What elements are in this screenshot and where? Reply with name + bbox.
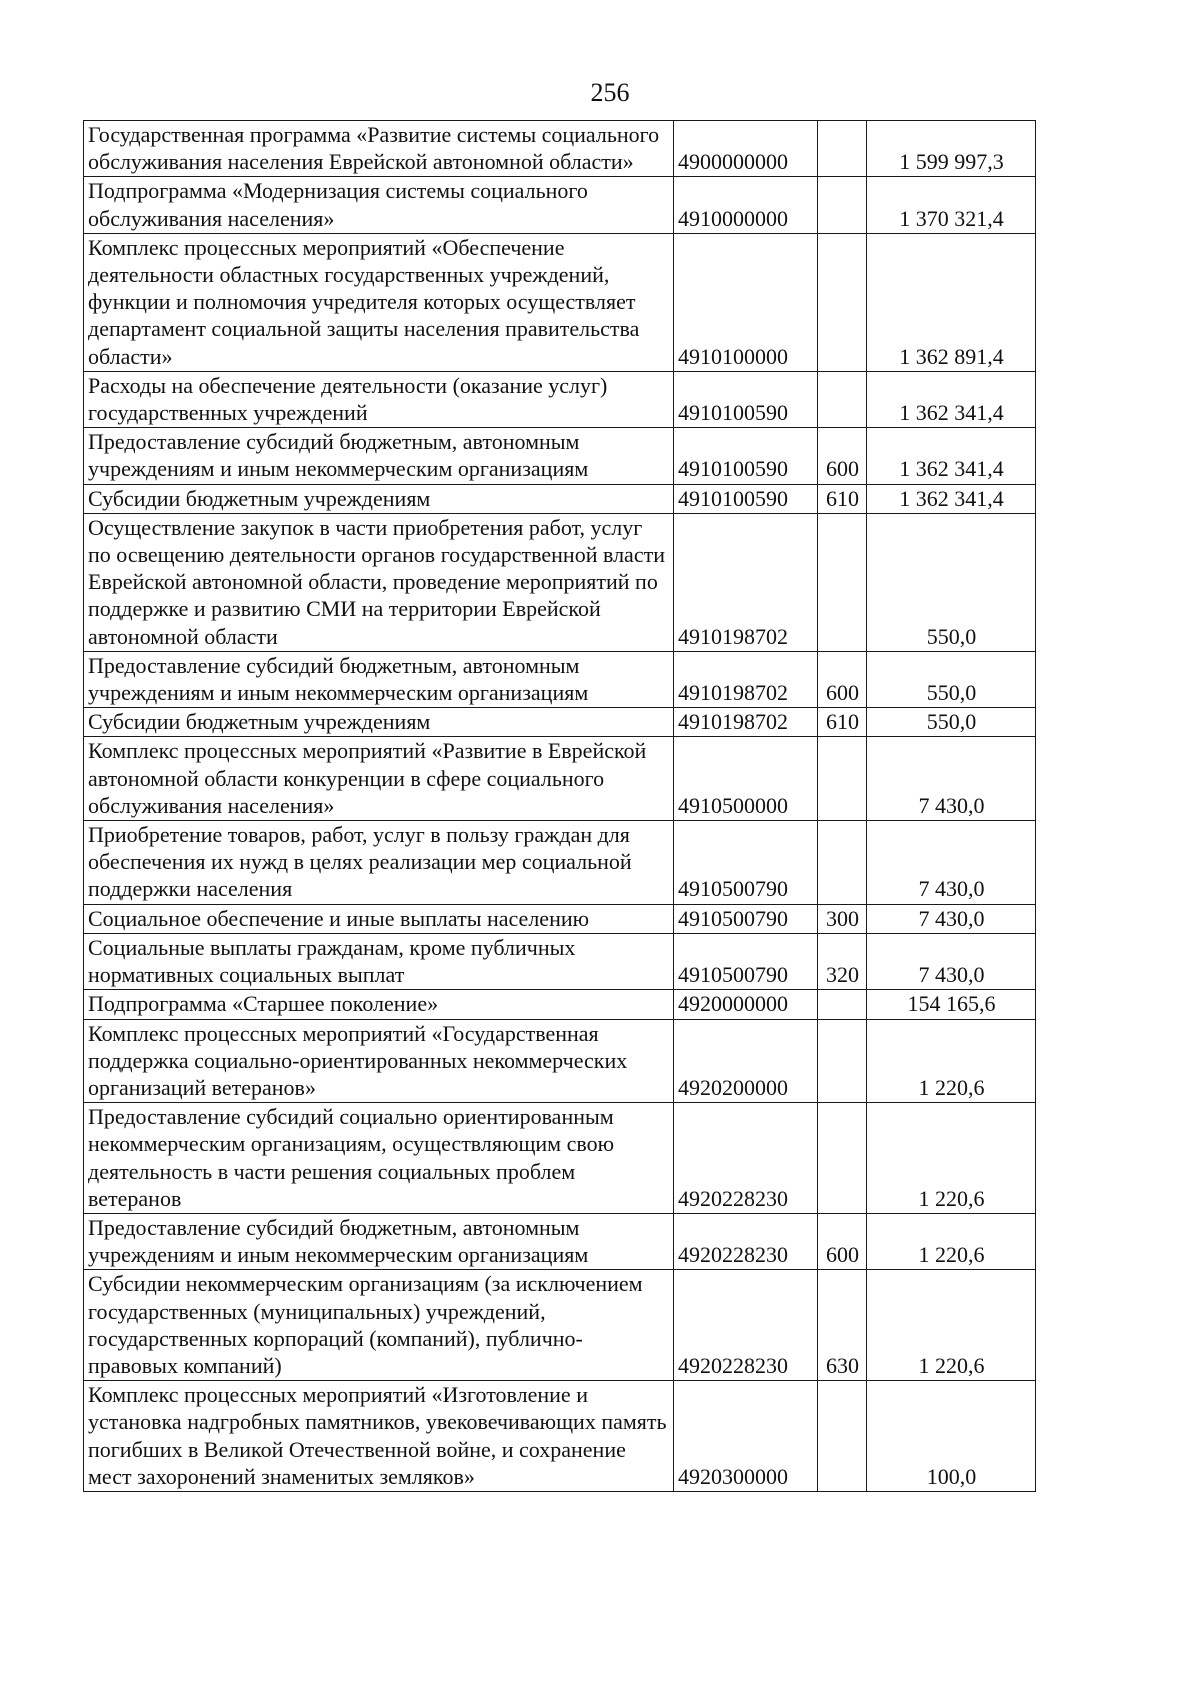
row-amount: 7 430,0 xyxy=(867,821,1036,905)
page-number: 256 xyxy=(590,78,630,107)
table-row xyxy=(84,1103,1036,1214)
row-expense-type-code xyxy=(818,1381,867,1492)
row-amount: 1 362 341,4 xyxy=(867,428,1036,484)
row-target-code: 4910100590 xyxy=(674,428,818,484)
table-row xyxy=(84,904,1036,933)
row-target-code: 4920228230 xyxy=(674,1270,818,1381)
table-row xyxy=(84,1381,1036,1492)
row-expense-type-code: 610 xyxy=(818,708,867,737)
table-row xyxy=(84,121,1036,177)
table-row xyxy=(84,737,1036,821)
row-name: Субсидии бюджетным учреждениям xyxy=(84,708,674,737)
row-expense-type-code: 600 xyxy=(818,428,867,484)
table-row xyxy=(84,821,1036,905)
row-expense-type-code: 630 xyxy=(818,1270,867,1381)
row-amount: 550,0 xyxy=(867,513,1036,651)
budget-table xyxy=(83,120,1036,1492)
row-amount: 1 362 341,4 xyxy=(867,371,1036,427)
row-amount: 1 370 321,4 xyxy=(867,177,1036,233)
row-target-code: 4920228230 xyxy=(674,1213,818,1269)
row-expense-type-code: 610 xyxy=(818,484,867,513)
row-name: Социальные выплаты гражданам, кроме публичных нормативных социальных выплат xyxy=(84,933,674,989)
row-name: Социальное обеспечение и иные выплаты населению xyxy=(84,904,674,933)
row-target-code: 4920200000 xyxy=(674,1019,818,1103)
row-name: Приобретение товаров, работ, услуг в пользу граждан для обеспечения их нужд в целях реализации мер социальной поддержки населения xyxy=(84,821,674,905)
row-amount: 550,0 xyxy=(867,708,1036,737)
table-row xyxy=(84,1270,1036,1381)
row-name: Государственная программа «Развитие системы социального обслуживания населения Еврейской автономной области» xyxy=(84,121,674,177)
row-amount: 1 220,6 xyxy=(867,1019,1036,1103)
row-amount: 7 430,0 xyxy=(867,737,1036,821)
row-target-code: 4900000000 xyxy=(674,121,818,177)
row-target-code: 4910500790 xyxy=(674,933,818,989)
table-row xyxy=(84,708,1036,737)
row-amount: 1 599 997,3 xyxy=(867,121,1036,177)
row-target-code: 4910100590 xyxy=(674,484,818,513)
row-target-code: 4910000000 xyxy=(674,177,818,233)
row-expense-type-code xyxy=(818,121,867,177)
table-row xyxy=(84,651,1036,707)
table-row xyxy=(84,1213,1036,1269)
row-amount: 1 220,6 xyxy=(867,1103,1036,1214)
row-expense-type-code xyxy=(818,233,867,371)
row-name: Предоставление субсидий бюджетным, автономным учреждениям и иным некоммерческим организациям xyxy=(84,1213,674,1269)
row-name: Предоставление субсидий социально ориентированным некоммерческим организациям, осуществляющим свою деятельность в части решения социальных проблем ветеранов xyxy=(84,1103,674,1214)
row-amount: 1 362 891,4 xyxy=(867,233,1036,371)
row-expense-type-code xyxy=(818,1019,867,1103)
row-target-code: 4910500790 xyxy=(674,904,818,933)
row-name: Субсидии некоммерческим организациям (за исключением государственных (муниципальных) учреждений, государственных корпораций (компаний), публично-правовых компаний) xyxy=(84,1270,674,1381)
row-name: Расходы на обеспечение деятельности (оказание услуг) государственных учреждений xyxy=(84,371,674,427)
row-expense-type-code xyxy=(818,821,867,905)
table-row xyxy=(84,484,1036,513)
row-amount: 550,0 xyxy=(867,651,1036,707)
row-name: Комплекс процессных мероприятий «Изготовление и установка надгробных памятников, увековечивающих память погибших в Великой Отечественной войне, и сохранение мест захоронений знаменитых земляков» xyxy=(84,1381,674,1492)
row-target-code: 4910198702 xyxy=(674,651,818,707)
table-row xyxy=(84,428,1036,484)
row-name: Подпрограмма «Старшее поколение» xyxy=(84,990,674,1019)
row-name: Комплекс процессных мероприятий «Обеспечение деятельности областных государственных учреждений, функции и полномочия учредителя которых осуществляет департамент социальной защиты населения правительства области» xyxy=(84,233,674,371)
table-row xyxy=(84,1019,1036,1103)
row-amount: 7 430,0 xyxy=(867,904,1036,933)
row-amount: 1 220,6 xyxy=(867,1213,1036,1269)
row-target-code: 4910500000 xyxy=(674,737,818,821)
row-expense-type-code: 600 xyxy=(818,1213,867,1269)
row-target-code: 4920300000 xyxy=(674,1381,818,1492)
row-expense-type-code xyxy=(818,513,867,651)
table-row xyxy=(84,371,1036,427)
budget-table-body xyxy=(84,121,1036,1492)
row-amount: 1 362 341,4 xyxy=(867,484,1036,513)
row-amount: 154 165,6 xyxy=(867,990,1036,1019)
row-target-code: 4910100590 xyxy=(674,371,818,427)
row-name: Комплекс процессных мероприятий «Развитие в Еврейской автономной области конкуренции в сфере социального обслуживания населения» xyxy=(84,737,674,821)
row-expense-type-code xyxy=(818,737,867,821)
row-name: Предоставление субсидий бюджетным, автономным учреждениям и иным некоммерческим организациям xyxy=(84,651,674,707)
table-row xyxy=(84,990,1036,1019)
row-target-code: 4910500790 xyxy=(674,821,818,905)
row-expense-type-code: 320 xyxy=(818,933,867,989)
row-name: Осуществление закупок в части приобретения работ, услуг по освещению деятельности органов государственной власти Еврейской автономной области, проведение мероприятий по поддержке и развитию СМИ на территории Еврейской автономной области xyxy=(84,513,674,651)
row-target-code: 4910198702 xyxy=(674,708,818,737)
row-name: Подпрограмма «Модернизация системы социального обслуживания населения» xyxy=(84,177,674,233)
row-name: Комплекс процессных мероприятий «Государственная поддержка социально-ориентированных некоммерческих организаций ветеранов» xyxy=(84,1019,674,1103)
row-target-code: 4910100000 xyxy=(674,233,818,371)
table-row xyxy=(84,177,1036,233)
row-expense-type-code xyxy=(818,371,867,427)
row-expense-type-code xyxy=(818,177,867,233)
row-target-code: 4910198702 xyxy=(674,513,818,651)
row-target-code: 4920000000 xyxy=(674,990,818,1019)
table-row xyxy=(84,933,1036,989)
row-name: Субсидии бюджетным учреждениям xyxy=(84,484,674,513)
row-expense-type-code xyxy=(818,990,867,1019)
row-target-code: 4920228230 xyxy=(674,1103,818,1214)
row-amount: 1 220,6 xyxy=(867,1270,1036,1381)
row-expense-type-code: 600 xyxy=(818,651,867,707)
row-amount: 7 430,0 xyxy=(867,933,1036,989)
row-name: Предоставление субсидий бюджетным, автономным учреждениям и иным некоммерческим организациям xyxy=(84,428,674,484)
table-row xyxy=(84,233,1036,371)
row-expense-type-code: 300 xyxy=(818,904,867,933)
row-amount: 100,0 xyxy=(867,1381,1036,1492)
row-expense-type-code xyxy=(818,1103,867,1214)
table-row xyxy=(84,513,1036,651)
